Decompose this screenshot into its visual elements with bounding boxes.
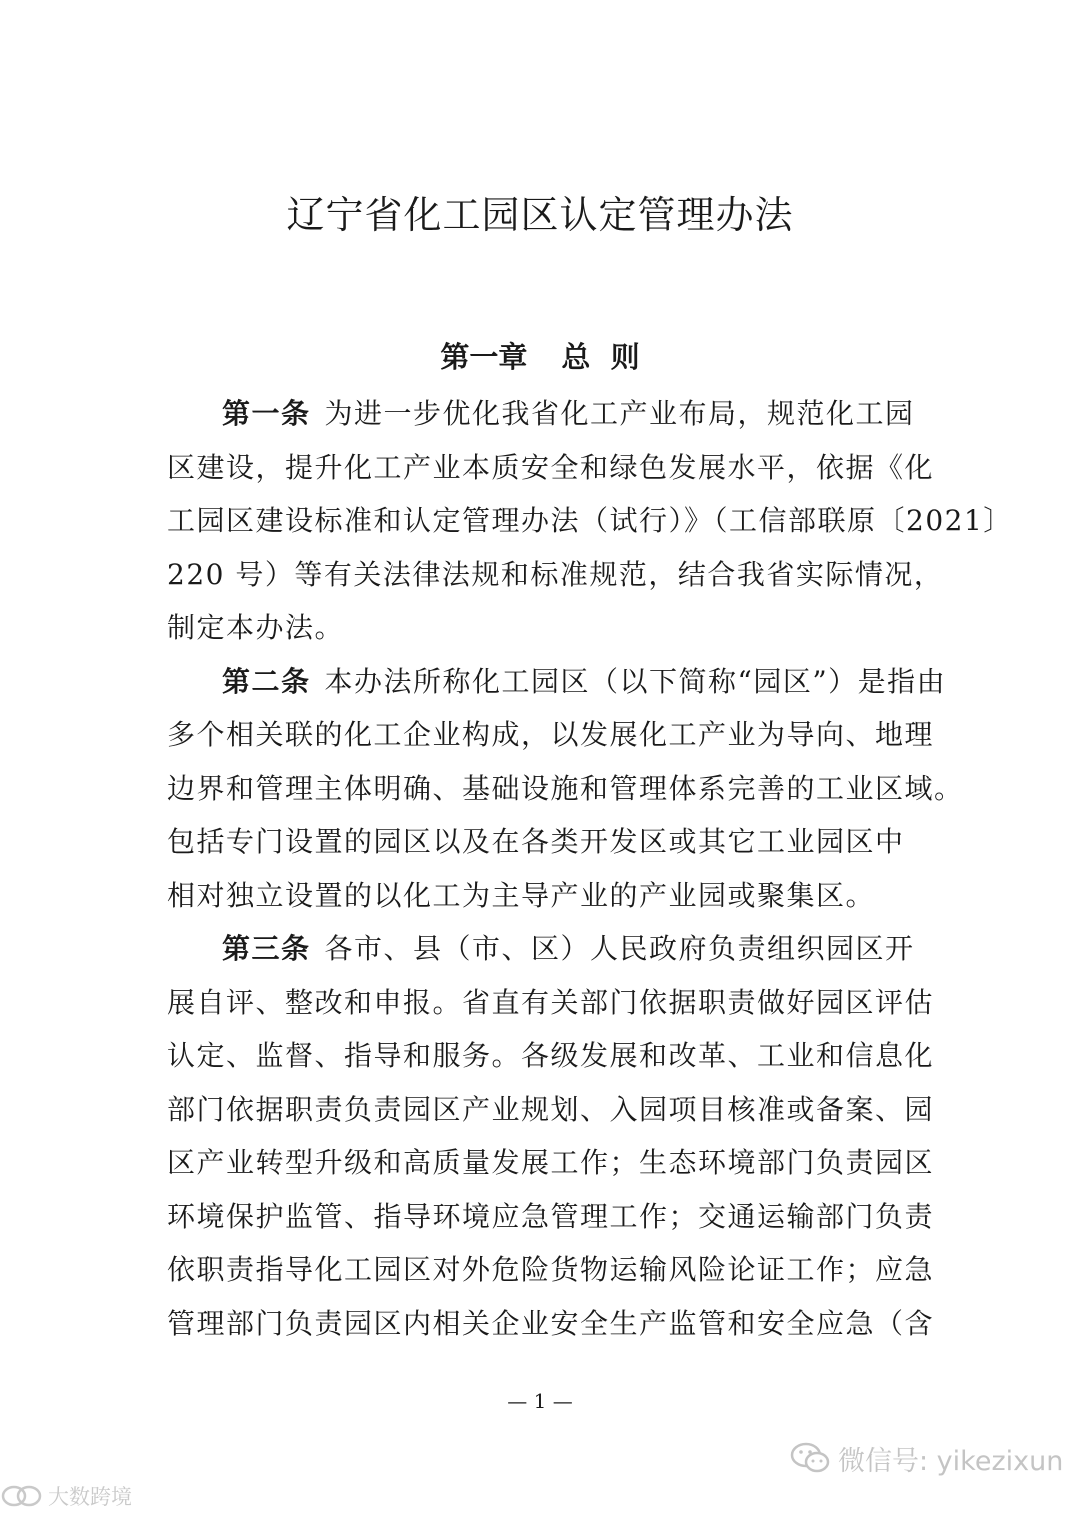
- text-line: [167, 822, 917, 862]
- watermark-right-text: 微信号: yikezixun: [838, 1445, 1064, 1477]
- line-text: 220 号）等有关法律法规和标准规范，结合我省实际情况，: [167, 558, 944, 591]
- line-text: 多个相关联的化工企业构成，以发展化工产业为导向、地理: [167, 718, 935, 751]
- text-line: [167, 448, 935, 488]
- article-number: 第一条: [222, 397, 311, 430]
- chapter-name: 总 则: [561, 340, 640, 374]
- text-line: [167, 1090, 935, 1130]
- text-line: [167, 555, 944, 595]
- text-line: [167, 715, 935, 755]
- line-text: 为进一步优化我省化工产业布局，规范化工园: [324, 397, 915, 430]
- line-text: 本办法所称化工园区（以下简称“园区”）是指由: [324, 665, 947, 698]
- line-text: 各市、县（市、区）人民政府负责组织园区开: [324, 932, 915, 965]
- line-text: 区建设，提升化工产业本质安全和绿色发展水平，依据《化: [167, 451, 935, 484]
- line-text: 相对独立设置的以化工为主导产业的产业园或聚集区。: [167, 879, 876, 912]
- article-first-line: [222, 662, 947, 702]
- line-text: 管理部门负责园区内相关企业安全生产监管和安全应急（含: [167, 1307, 935, 1340]
- text-line: [167, 501, 1013, 541]
- article-first-line: [222, 394, 917, 434]
- text-line: [167, 1143, 935, 1183]
- line-text: 边界和管理主体明确、基础设施和管理体系完善的工业区域。: [167, 772, 964, 805]
- article-first-line: [222, 929, 917, 969]
- text-line: [167, 1036, 935, 1076]
- text-line: [167, 1304, 935, 1344]
- line-text: 部门依据职责负责园区产业规划、入园项目核准或备案、园: [167, 1093, 935, 1126]
- document-title: 辽宁省化工园区认定管理办法: [286, 193, 794, 237]
- article-number: 第三条: [222, 932, 311, 965]
- line-text: 展自评、整改和申报。省直有关部门依据职责做好园区评估: [167, 986, 935, 1019]
- watermark-left-text: 大数跨境: [48, 1485, 132, 1509]
- wechat-icon: [790, 1441, 830, 1475]
- text-line: [167, 608, 917, 648]
- line-text: 环境保护监管、指导环境应急管理工作；交通运输部门负责: [167, 1200, 935, 1233]
- watermark-right: [790, 1436, 1063, 1480]
- line-text: 包括专门设置的园区以及在各类开发区或其它工业园区中: [167, 825, 905, 858]
- chapter-heading: [0, 337, 1080, 377]
- text-line: [167, 1250, 935, 1290]
- page-number: — 1 —: [507, 1389, 573, 1413]
- line-text: 区产业转型升级和高质量发展工作；生态环境部门负责园区: [167, 1146, 935, 1179]
- text-line: [167, 769, 964, 809]
- dashuju-logo-icon: [0, 1482, 44, 1510]
- text-line: [167, 983, 935, 1023]
- line-text: 依职责指导化工园区对外危险货物运输风险论证工作；应急: [167, 1253, 935, 1286]
- line-text: 制定本办法。: [167, 611, 345, 644]
- article-number: 第二条: [222, 665, 311, 698]
- text-line: [167, 876, 917, 916]
- watermark-left: [0, 1478, 132, 1514]
- text-line: [167, 1197, 935, 1237]
- chapter-number: 第一章: [440, 340, 528, 374]
- line-text: 工园区建设标准和认定管理办法（试行）》（工信部联原〔2021〕: [167, 504, 1013, 537]
- line-text: 认定、监督、指导和服务。各级发展和改革、工业和信息化: [167, 1039, 935, 1072]
